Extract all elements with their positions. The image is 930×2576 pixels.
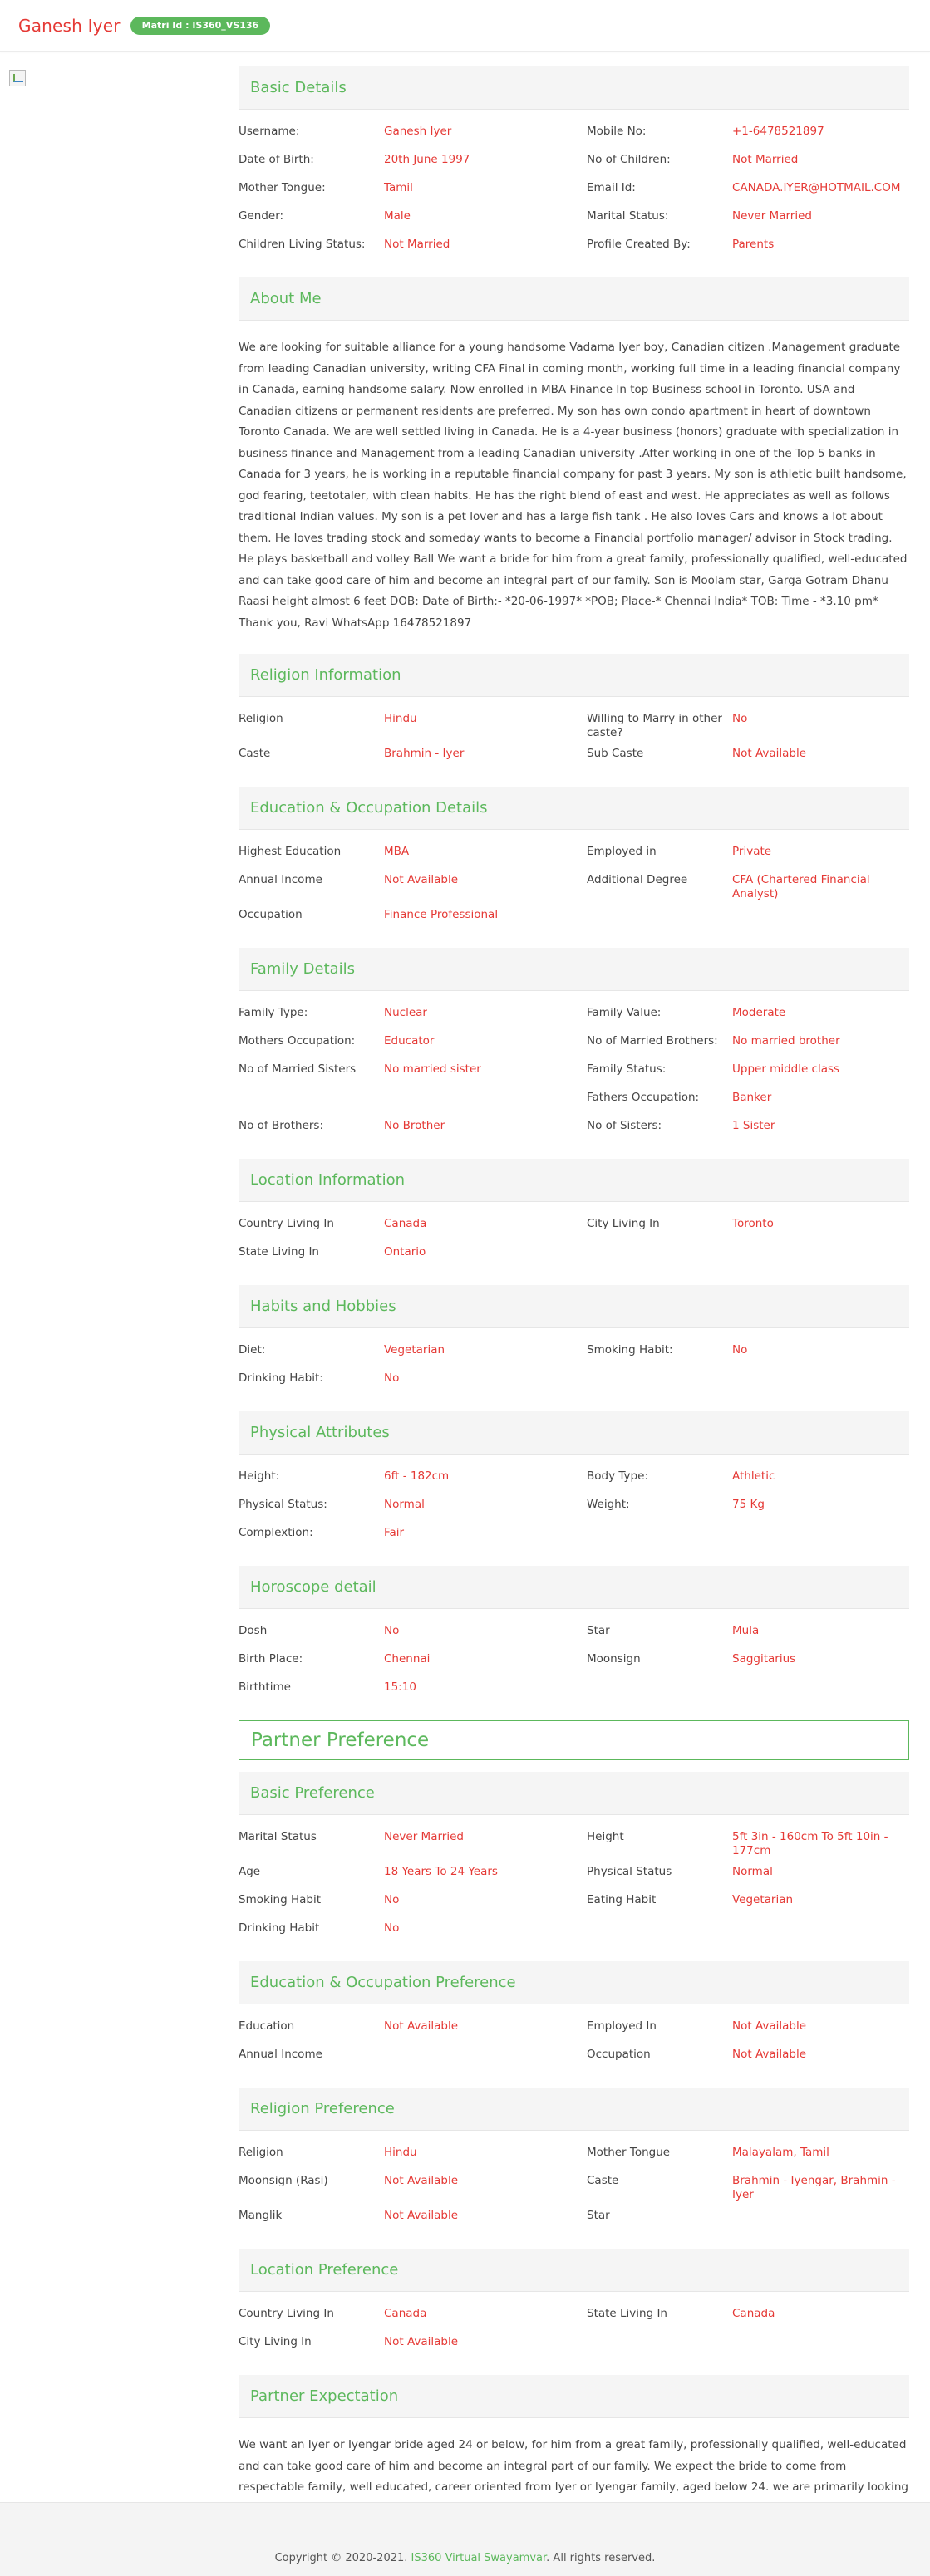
field-value: +1-6478521897: [732, 125, 824, 138]
about-me-text: We are looking for suitable alliance for a young handsome Vadama Iyer boy, Canadian citizen .Management graduate from leading Canadian university, writing CFA Final in coming month, working full time in a leading financial company in Canada, earning handsome salary. Now enrolled in MBA Finance In top Business school in Toronto. USA and Canadian citizens or permanent residents are preferred. My son has own condo apartment in heart of downtown Toronto Canada. We are well settled living in Canada. He is a 4-year business (honors) graduate with specialization in business finance and Management from a leading Canadian university .After working in one of the Top 5 banks in Canada for 3 years, he is working in a reputable financial company for past 3 years. My son is athletic built handsome, god fearing, teetotaler, with clean habits. He has the right blend of east and west. He appreciates as well as follows traditional Indian values. My son is a pet lover and has a large fish tank . He also loves Cars and knows a lot about them. He loves trading stock and someday wants to become a Financial portfolio manager/ advisor in Stock trading. He plays basketball and volley Ball We want a bride for him from a great family, professionally qualified, well-educated and can take good care of him and become an integral part of our family. Son is Moolam star, Garga Gotram Dhanu Raasi height almost 6 feet DOB: Date of Birth:- *20-06-1997* *POB; Place-* Chennai India* TOB: Time - *3.10 pm* Thank you, Ravi WhatsApp 16478521897: [239, 341, 908, 630]
field-value: Vegetarian: [732, 1893, 794, 1906]
field-value: Ganesh Iyer: [384, 125, 452, 138]
section-title-basic-details: Basic Details: [239, 66, 909, 110]
field-label: No of Brothers:: [239, 1119, 324, 1132]
field-value: Educator: [384, 1034, 435, 1048]
location-section: [239, 1159, 909, 1267]
field-value: Toronto: [732, 1217, 774, 1230]
field-label: Manglik: [239, 2209, 283, 2222]
field-value: 20th June 1997: [384, 153, 470, 166]
field-label: Drinking Habit:: [239, 1371, 323, 1385]
field-value: No: [384, 1893, 400, 1906]
partner-expectation-text: We want an Iyer or Iyengar bride aged 24 or below, for him from a great family, professionally qualified, well-educated and can take good care of him and become an integral part of our family. We expect the bride to come from respectable family, well educated, career oriented from Iyer or Iyengar family, aged below 24. we are primarily looking: [239, 2438, 908, 2494]
field-label: City Living In: [239, 2335, 312, 2348]
horoscope-grid: [239, 1617, 909, 1702]
field-label: Smoking Habit: [239, 1893, 322, 1906]
field-value: Not Available: [732, 2019, 807, 2033]
copyright-suffix: . All rights reserved.: [546, 2552, 656, 2564]
field-value: No: [384, 1921, 400, 1935]
field-value: [732, 1519, 909, 1548]
location-grid: [239, 1210, 909, 1267]
field-label: Height:: [239, 1470, 280, 1483]
section-title-location: Location Information: [239, 1159, 909, 1202]
field-label: Date of Birth:: [239, 153, 314, 166]
field-label: Star: [587, 1624, 610, 1637]
field-value: Canada: [732, 2307, 775, 2320]
field-label: Sub Caste: [587, 747, 644, 760]
section-title-habits: Habits and Hobbies: [239, 1285, 909, 1328]
field-label: Religion: [239, 2146, 283, 2159]
field-label: Children Living Status:: [239, 238, 366, 251]
field-value: [732, 2328, 909, 2357]
section-title-education: Education & Occupation Details: [239, 787, 909, 830]
copyright-prefix: Copyright © 2020-2021.: [274, 2552, 411, 2564]
religion-section: [239, 654, 909, 768]
field-value: Saggitarius: [732, 1652, 796, 1666]
field-label: State Living In: [587, 2307, 667, 2320]
about-me-section: [239, 277, 909, 645]
field-value: 18 Years To 24 Years: [384, 1865, 498, 1878]
field-value: Never Married: [732, 209, 812, 223]
field-label: Country Living In: [239, 2307, 334, 2320]
basic-details-grid: [239, 118, 909, 259]
section-title-religion-preference: Religion Preference: [239, 2088, 909, 2131]
religion-preference-grid: [239, 2139, 909, 2230]
field-value: Private: [732, 845, 772, 858]
field-value: Not Available: [384, 873, 459, 886]
field-label: Birthtime: [239, 1681, 291, 1694]
field-value: Brahmin - Iyer: [384, 747, 465, 760]
field-label: Dosh: [239, 1624, 268, 1637]
field-value: No married brother: [732, 1034, 840, 1048]
education-grid: [239, 838, 909, 930]
field-label: Body Type:: [587, 1470, 648, 1483]
matri-id-badge: Matri Id : IS360_VS136: [130, 17, 271, 35]
field-label: Fathers Occupation:: [587, 1091, 700, 1104]
field-label: Email Id:: [587, 181, 636, 194]
physical-section: [239, 1411, 909, 1548]
field-value: Never Married: [384, 1830, 464, 1843]
field-value: Not Available: [384, 2209, 459, 2222]
section-title-partner-expectation: Partner Expectation: [239, 2375, 909, 2418]
footer-brand-link[interactable]: IS360 Virtual Swayamvar: [411, 2552, 547, 2564]
basic-preference-section: [239, 1772, 909, 1943]
field-label: Weight:: [587, 1498, 630, 1511]
section-title-education-preference: Education & Occupation Preference: [239, 1961, 909, 2004]
religion-preference-section: [239, 2088, 909, 2230]
field-label: Eating Habit: [587, 1893, 657, 1906]
field-value: Not Available: [384, 2174, 459, 2187]
field-value: No married sister: [384, 1062, 481, 1076]
field-value: Not Available: [384, 2019, 459, 2033]
field-value: [732, 1915, 909, 1943]
field-label: Diet:: [239, 1343, 266, 1357]
field-value: Finance Professional: [384, 908, 499, 921]
field-label: Family Status:: [587, 1062, 667, 1076]
field-label: Marital Status: [239, 1830, 317, 1843]
field-label: Education: [239, 2019, 295, 2033]
field-value: [732, 2202, 909, 2230]
partner-preference-heading: Partner Preference: [239, 1720, 909, 1760]
section-title-about-me: About Me: [239, 277, 909, 321]
field-value: MBA: [384, 845, 410, 858]
field-label: [587, 1674, 732, 1702]
basic-preference-grid: [239, 1823, 909, 1943]
section-title-religion: Religion Information: [239, 654, 909, 697]
field-label: Physical Status:: [239, 1498, 327, 1511]
field-label: Physical Status: [587, 1865, 672, 1878]
family-section: [239, 948, 909, 1141]
field-value: Hindu: [384, 2146, 417, 2159]
field-value: Tamil: [384, 181, 413, 194]
field-value: CANADA.IYER@HOTMAIL.COM: [732, 181, 901, 194]
field-label: Gender:: [239, 209, 284, 223]
profile-content: [239, 66, 909, 2539]
section-title-horoscope: Horoscope detail: [239, 1566, 909, 1609]
footer: [0, 2502, 930, 2576]
field-value: Parents: [732, 238, 775, 251]
field-label: State Living In: [239, 1245, 319, 1259]
field-label: Caste: [587, 2174, 619, 2187]
field-label: [239, 1084, 384, 1112]
section-title-family: Family Details: [239, 948, 909, 991]
field-value: 75 Kg: [732, 1498, 765, 1511]
physical-grid: [239, 1463, 909, 1548]
field-label: [587, 1519, 732, 1548]
education-section: [239, 787, 909, 930]
field-value: 5ft 3in - 160cm To 5ft 10in - 177cm: [732, 1830, 888, 1857]
field-value: No: [732, 1343, 748, 1357]
field-label: Employed In: [587, 2019, 657, 2033]
field-value: 15:10: [384, 1681, 416, 1694]
field-label: Star: [587, 2209, 610, 2222]
copyright-text: [0, 2552, 930, 2564]
field-label: Profile Created By:: [587, 238, 691, 251]
field-label: [587, 1915, 732, 1943]
field-value: Athletic: [732, 1470, 775, 1483]
field-value: Ontario: [384, 1245, 426, 1259]
field-label: Mother Tongue:: [239, 181, 326, 194]
field-value: Moderate: [732, 1006, 786, 1019]
field-label: [587, 901, 732, 930]
field-value: Chennai: [384, 1652, 431, 1666]
field-value: [732, 901, 909, 930]
field-label: Occupation: [239, 908, 303, 921]
field-label: Caste: [239, 747, 271, 760]
field-value: [732, 1674, 909, 1702]
field-label: Age: [239, 1865, 261, 1878]
habits-grid: [239, 1337, 909, 1393]
field-label: Mother Tongue: [587, 2146, 671, 2159]
field-value: Vegetarian: [384, 1343, 445, 1357]
field-label: No of Married Brothers:: [587, 1034, 718, 1048]
field-value: No: [384, 1371, 400, 1385]
field-value: Upper middle class: [732, 1062, 840, 1076]
location-preference-section: [239, 2249, 909, 2357]
field-value: 1 Sister: [732, 1119, 775, 1132]
field-value: Malayalam, Tamil: [732, 2146, 829, 2159]
section-title-physical: Physical Attributes: [239, 1411, 909, 1455]
field-value: 6ft - 182cm: [384, 1470, 450, 1483]
field-label: Smoking Habit:: [587, 1343, 673, 1357]
field-value: Fair: [384, 1526, 405, 1539]
field-label: Country Living In: [239, 1217, 334, 1230]
family-grid: [239, 999, 909, 1141]
field-label: [587, 1239, 732, 1267]
field-label: Employed in: [587, 845, 657, 858]
field-label: City Living In: [587, 1217, 660, 1230]
field-label: [587, 2328, 732, 2357]
field-label: Height: [587, 1830, 624, 1843]
field-value: [384, 1084, 587, 1112]
field-label: Birth Place:: [239, 1652, 303, 1666]
field-label: Moonsign (Rasi): [239, 2174, 328, 2187]
field-value: [732, 1239, 909, 1267]
field-value: Male: [384, 209, 411, 223]
field-label: Family Value:: [587, 1006, 662, 1019]
field-value: Not Available: [384, 2335, 459, 2348]
field-value: Normal: [732, 1865, 773, 1878]
field-label: Occupation: [587, 2048, 651, 2061]
field-label: Username:: [239, 125, 300, 138]
field-value: Nuclear: [384, 1006, 427, 1019]
field-label: No of Sisters:: [587, 1119, 662, 1132]
field-label: Family Type:: [239, 1006, 308, 1019]
location-preference-grid: [239, 2300, 909, 2357]
horoscope-section: [239, 1566, 909, 1702]
field-value: Banker: [732, 1091, 772, 1104]
field-value: Hindu: [384, 712, 417, 725]
field-label: No of Married Sisters: [239, 1062, 357, 1076]
field-value: No: [384, 1624, 400, 1637]
field-label: Annual Income: [239, 873, 322, 886]
field-value: Not Available: [732, 747, 807, 760]
field-label: Complextion:: [239, 1526, 313, 1539]
field-value: Normal: [384, 1498, 425, 1511]
field-value: No: [732, 712, 748, 725]
field-label: Mobile No:: [587, 125, 647, 138]
basic-details-section: [239, 66, 909, 259]
field-label: No of Children:: [587, 153, 671, 166]
field-value: Canada: [384, 2307, 427, 2320]
field-label: Religion: [239, 712, 283, 725]
education-preference-section: [239, 1961, 909, 2069]
field-value: Not Married: [732, 153, 799, 166]
field-value: Not Married: [384, 238, 450, 251]
field-label: Highest Education: [239, 845, 342, 858]
field-label: [587, 1365, 732, 1393]
field-label: Annual Income: [239, 2048, 322, 2061]
profile-header: [0, 0, 930, 52]
field-value: Mula: [732, 1624, 760, 1637]
religion-grid: [239, 705, 909, 768]
education-preference-grid: [239, 2013, 909, 2069]
field-label: Mothers Occupation:: [239, 1034, 356, 1048]
broken-image-icon[interactable]: [9, 70, 26, 86]
habits-section: [239, 1285, 909, 1393]
field-label: Marital Status:: [587, 209, 669, 223]
section-title-location-preference: Location Preference: [239, 2249, 909, 2292]
field-value: No Brother: [384, 1119, 445, 1132]
field-value: CFA (Chartered Financial Analyst): [732, 873, 870, 900]
field-value: Brahmin - Iyengar, Brahmin - Iyer: [732, 2174, 896, 2201]
section-title-basic-preference: Basic Preference: [239, 1772, 909, 1815]
profile-name: Ganesh Iyer: [18, 15, 121, 36]
field-label: Drinking Habit: [239, 1921, 320, 1935]
field-label: Additional Degree: [587, 873, 688, 886]
field-value: [732, 1365, 909, 1393]
field-value: Not Available: [732, 2048, 807, 2061]
field-label: Moonsign: [587, 1652, 641, 1666]
field-value: Canada: [384, 1217, 427, 1230]
field-label: Willing to Marry in other caste?: [587, 712, 722, 739]
field-value: [384, 2041, 587, 2069]
